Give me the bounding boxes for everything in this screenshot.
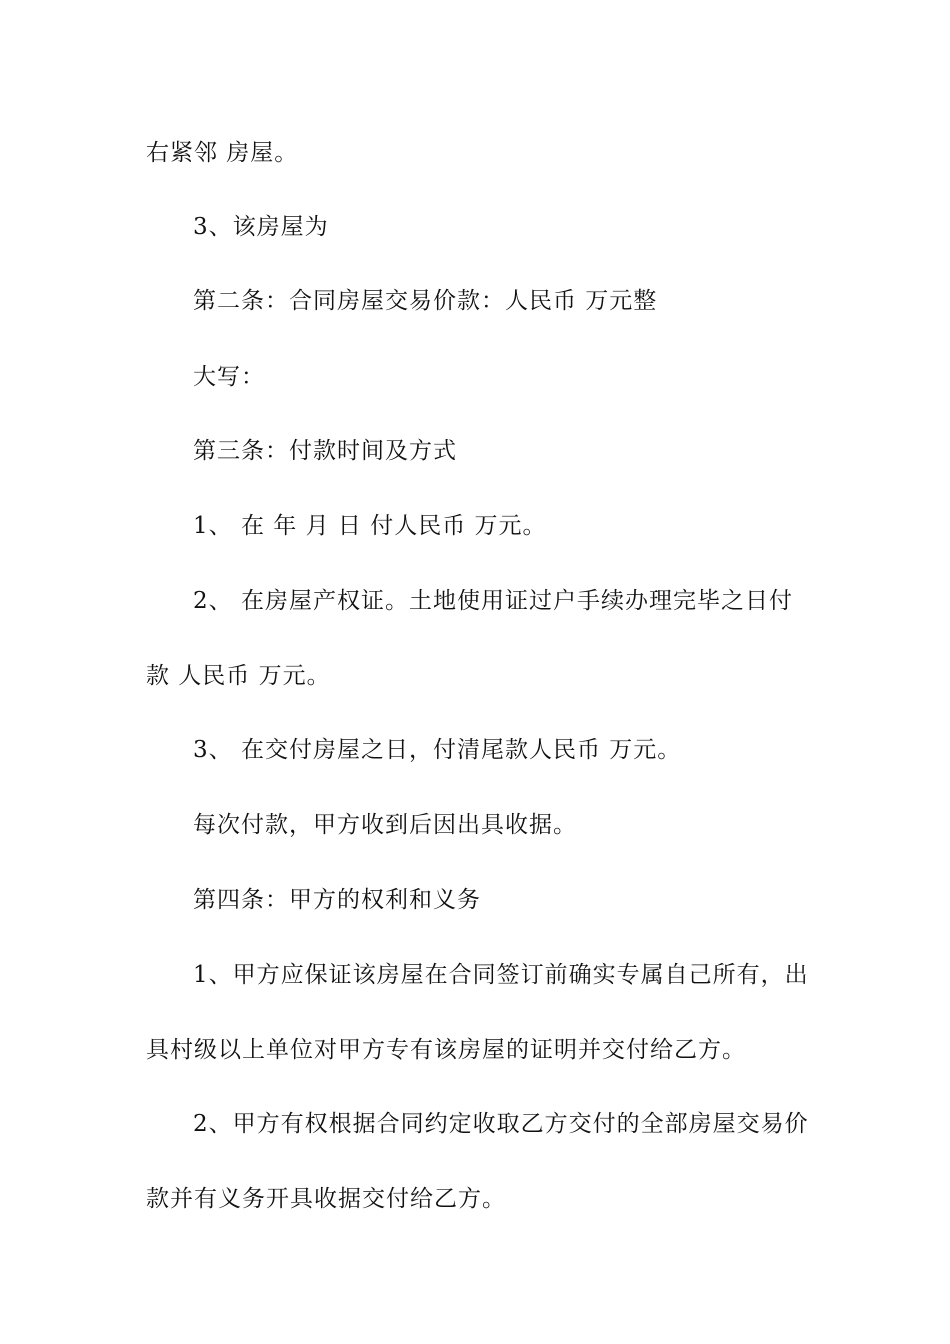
- article-3-heading: 第三条：付款时间及方式: [193, 438, 457, 464]
- payment-item-1: 1、 在 年 月 日 付人民币 万元。: [193, 513, 547, 539]
- receipt-note: 每次付款，甲方收到后因出具收据。: [193, 812, 577, 838]
- party-a-duty-2: 2、甲方有权根据合同约定收取乙方交付的全部房屋交易价: [193, 1111, 809, 1137]
- article-4-heading: 第四条：甲方的权利和义务: [193, 887, 481, 913]
- text-line-capital-amount: 大写：: [193, 364, 265, 390]
- payment-item-3: 3、 在交付房屋之日，付清尾款人民币 万元。: [193, 737, 682, 763]
- payment-item-2-cont: 款 人民币 万元。: [146, 663, 331, 689]
- payment-item-2: 2、 在房屋产权证。土地使用证过户手续办理完毕之日付: [193, 588, 793, 614]
- party-a-duty-2-cont: 款并有义务开具收据交付给乙方。: [146, 1186, 506, 1212]
- text-line-house-type: 3、该房屋为: [193, 214, 329, 240]
- article-2-heading: 第二条：合同房屋交易价款：人民币 万元整: [193, 288, 658, 314]
- party-a-duty-1: 1、甲方应保证该房屋在合同签订前确实专属自己所有，出: [193, 962, 809, 988]
- party-a-duty-1-cont: 具村级以上单位对甲方专有该房屋的证明并交付给乙方。: [146, 1037, 746, 1063]
- text-line-adjacent-house: 右紧邻 房屋。: [146, 140, 299, 166]
